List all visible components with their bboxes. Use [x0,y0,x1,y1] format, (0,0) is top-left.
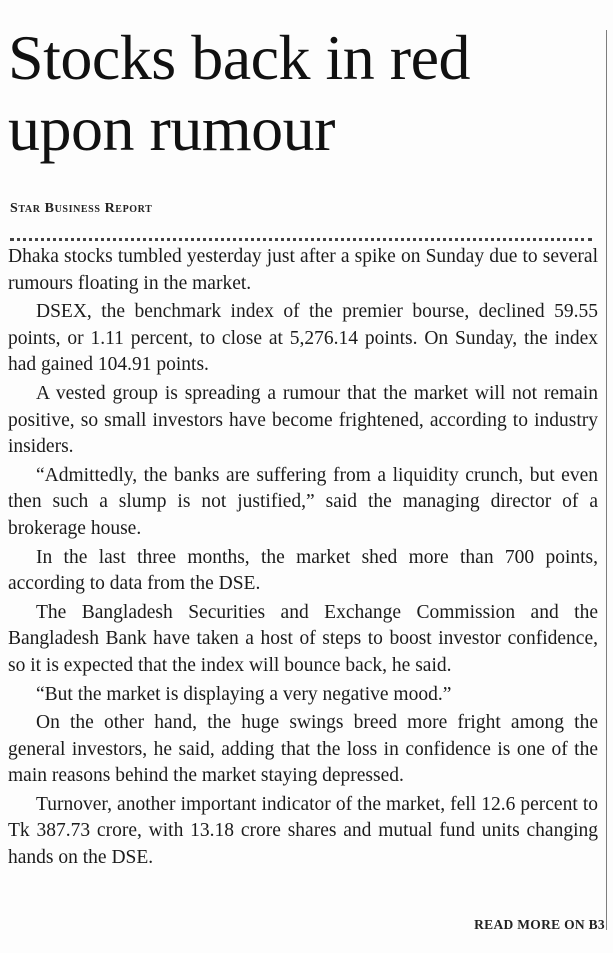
paragraph-turnover: Turnover, another important indicator of the market, fell 12.6 percent to Tk 387.73 crore, with 13.18 crore shares and mutual fund units changing hands on the DSE. [8,793,598,869]
dotted-separator [10,238,592,241]
paragraph-quote-liquidity: “Admittedly, the banks are suffering from a liquidity crunch, but even then such a slump is not justified,” said the managing director of a brokerage house. [8,464,598,539]
paragraph-three-months: In the last three months, the market shed more than 700 points, according to data from the DSE. [8,546,598,595]
read-more-link[interactable]: READ MORE ON B3 [474,917,605,932]
column-edge-rule [606,30,607,930]
paragraph-bsec: The Bangladesh Securities and Exchange Commission and the Bangladesh Bank have taken a host of steps to boost investor confidence, so it is expected that the index will bounce back, he said. [8,601,598,676]
article-body [8,244,598,874]
paragraph-quote-mood: “But the market is displaying a very negative mood.” [36,683,452,705]
headline [8,22,598,164]
paragraph-index: DSEX, the benchmark index of the premier bourse, declined 59.55 points, or 1.11 percent, to close at 5,276.14 points. On Sunday, the index had gained 104.91 points. [8,301,598,376]
paragraph-swings: On the other hand, the huge swings breed more fright among the general investors, he said, adding that the loss in confidence is one of the main reasons behind the market staying depressed. [8,712,598,787]
headline-line-2: upon rumour [8,93,335,164]
paragraph-lead: Dhaka stocks tumbled yesterday just after a spike on Sunday due to several rumours floating in the market. [8,246,598,294]
headline-line-1: Stocks back in red [8,22,470,93]
paragraph-rumour: A vested group is spreading a rumour that the market will not remain positive, so small investors have become frightened, according to industry insiders. [8,382,598,458]
byline: Star Business Report [10,201,153,216]
